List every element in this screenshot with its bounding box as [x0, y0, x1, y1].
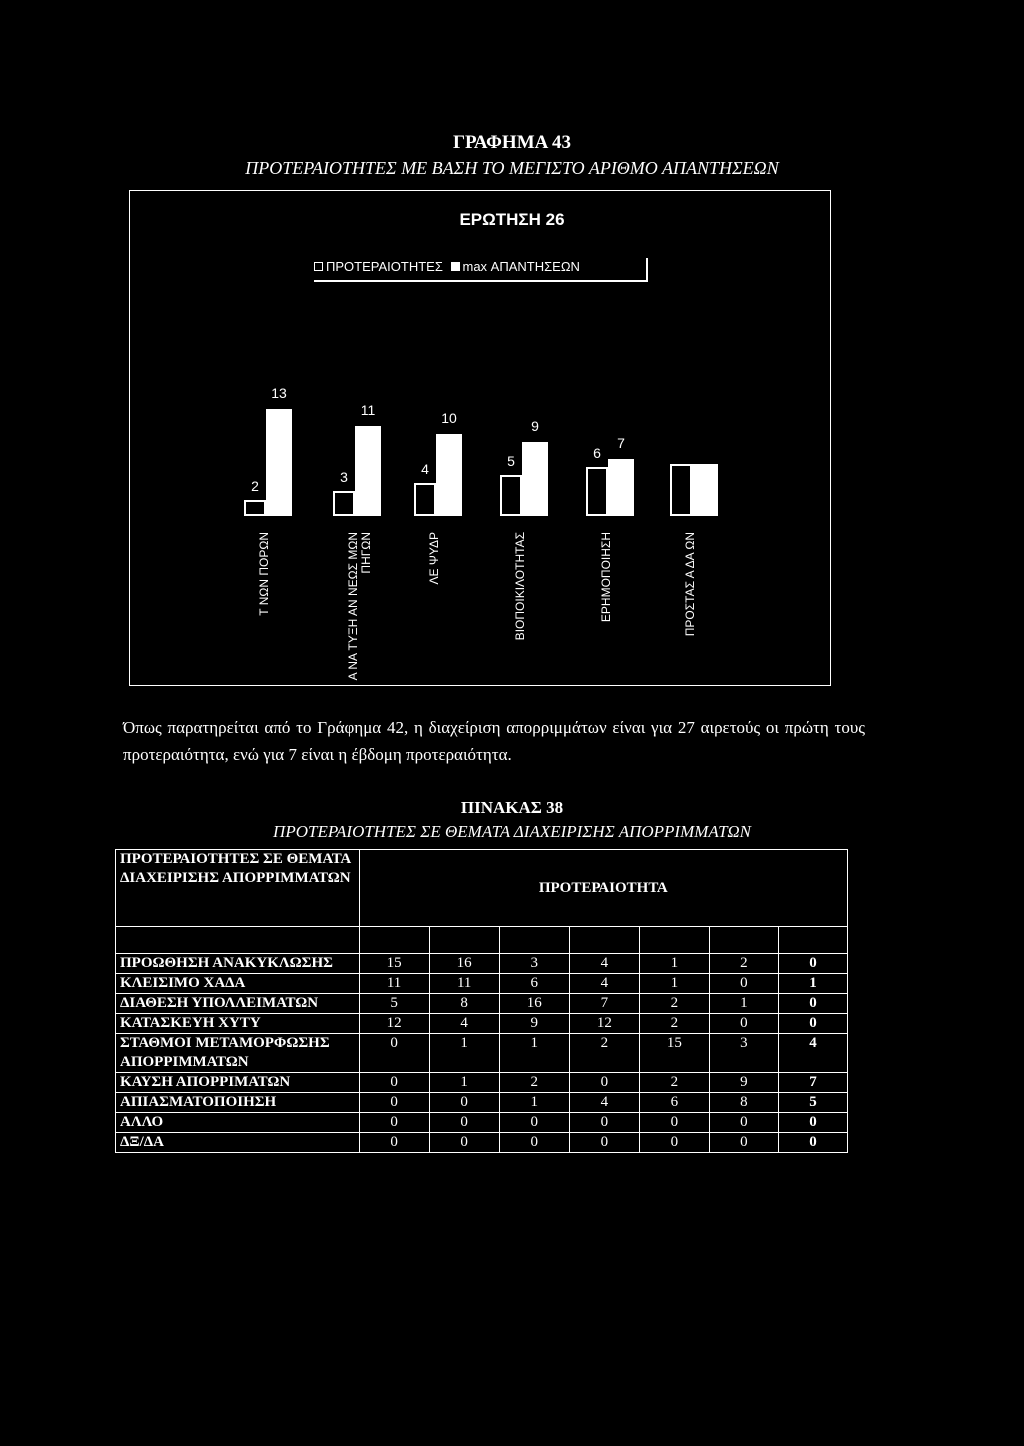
table-row — [116, 954, 848, 974]
row-value: 4 — [778, 1034, 847, 1073]
table-subheader-cell — [778, 927, 847, 954]
row-label: ΑΛΛΟ — [116, 1113, 360, 1133]
value-label-priority: 2 — [251, 477, 259, 494]
row-value: 1 — [499, 1093, 569, 1113]
table-subheader-cell — [709, 927, 778, 954]
table-subheader-row — [116, 927, 848, 954]
row-value: 6 — [639, 1093, 709, 1113]
category-label-text: ΕΡΗΜΟΠΟΙΗΣΗ — [599, 532, 613, 623]
row-value: 2 — [499, 1073, 569, 1093]
table-row — [116, 1014, 848, 1034]
row-value: 15 — [639, 1034, 709, 1073]
row-value: 0 — [778, 1014, 847, 1034]
row-value: 5 — [778, 1093, 847, 1113]
row-value: 0 — [499, 1113, 569, 1133]
category-label-text: Α ΝΑ ΤΥΞΗ ΑΝ ΝΕΩΣ ΜΩΝ ΠΗΓΩΝ — [346, 532, 373, 681]
value-label-priority: 5 — [507, 453, 515, 469]
legend-swatch-open — [314, 262, 323, 271]
table-row — [116, 974, 848, 994]
row-value: 2 — [639, 1073, 709, 1093]
row-value: 6 — [499, 974, 569, 994]
row-value: 0 — [709, 974, 778, 994]
row-value: 1 — [639, 974, 709, 994]
table-subheader-cell — [569, 927, 639, 954]
row-value: 1 — [429, 1073, 499, 1093]
row-value: 8 — [709, 1093, 778, 1113]
table-header-right: ΠΡΟΤΕΡΑΙΟΤΗΤΑ — [359, 850, 847, 927]
table-row — [116, 1093, 848, 1113]
row-value: 0 — [778, 1113, 847, 1133]
row-value: 1 — [778, 974, 847, 994]
table-row — [116, 994, 848, 1014]
table-row — [116, 1113, 848, 1133]
value-label-max: 11 — [360, 401, 376, 418]
row-value: 0 — [359, 1034, 429, 1073]
bar-priority — [414, 483, 436, 516]
row-value: 4 — [429, 1014, 499, 1034]
row-label: ΚΑΤΑΣΚΕΥΗ ΧΥΤΥ — [116, 1014, 360, 1034]
figure-subtitle: ΠΡΟΤΕΡΑΙΟΤΗΤΕΣ ΜΕ ΒΑΣΗ ΤΟ ΜΕΓΙΣΤΟ ΑΡΙΘΜΟ ΑΠΑΝΤΗΣΕΩΝ — [245, 158, 779, 178]
value-label-max: 7 — [617, 434, 625, 451]
bar-priority — [670, 464, 692, 516]
figure-title: ΓΡΑΦΗΜΑ 43 — [452, 132, 572, 153]
row-value: 0 — [429, 1133, 499, 1153]
row-value: 16 — [499, 994, 569, 1014]
row-value: 12 — [569, 1014, 639, 1034]
table-subheader-cell — [116, 927, 360, 954]
value-label-priority: 3 — [340, 469, 348, 486]
row-value: 0 — [359, 1073, 429, 1093]
row-value: 0 — [429, 1113, 499, 1133]
table-header-left: ΠΡΟΤΕΡΑΙΟΤΗΤΕΣ ΣΕ ΘΕΜΑΤΑ ΔΙΑΧΕΙΡΙΣΗΣ ΑΠΟΡΡΙΜΜΑΤΩΝ — [116, 850, 360, 927]
table-row — [116, 1034, 848, 1073]
row-value: 2 — [639, 1014, 709, 1034]
legend-label-max: max ΑΠΑΝΤΗΣΕΩΝ — [462, 259, 580, 275]
value-label-priority: 4 — [421, 461, 429, 478]
row-value: 7 — [778, 1073, 847, 1093]
row-value: 0 — [709, 1133, 778, 1153]
chart-title: ΕΡΩΤΗΣΗ 26 — [459, 210, 565, 229]
row-value: 1 — [429, 1034, 499, 1073]
row-value: 0 — [429, 1093, 499, 1113]
row-value: 12 — [359, 1014, 429, 1034]
priorities-table — [115, 849, 848, 1153]
row-value: 0 — [778, 954, 847, 974]
row-value: 0 — [778, 1133, 847, 1153]
row-value: 3 — [499, 954, 569, 974]
table-subheader-cell — [359, 927, 429, 954]
category-label-text: Τ ΝΩΝ ΠΟΡΩΝ — [257, 532, 271, 616]
row-value: 0 — [359, 1133, 429, 1153]
row-label: ΔΞ/ΔΑ — [116, 1133, 360, 1153]
bar-priority — [333, 491, 355, 516]
bar-priority — [244, 500, 266, 516]
row-value: 0 — [359, 1113, 429, 1133]
row-label: ΠΡΟΩΘΗΣΗ ΑΝΑΚΥΚΛΩΣΗΣ — [116, 954, 360, 974]
row-value: 2 — [709, 954, 778, 974]
row-value: 4 — [569, 974, 639, 994]
table-row — [116, 1073, 848, 1093]
row-value: 0 — [499, 1133, 569, 1153]
row-value: 4 — [569, 954, 639, 974]
row-value: 0 — [569, 1073, 639, 1093]
row-value: 1 — [709, 994, 778, 1014]
row-label: ΚΛΕΙΣΙΜΟ ΧΑΔΑ — [116, 974, 360, 994]
value-label-max: 9 — [531, 418, 539, 435]
table-subheader-cell — [429, 927, 499, 954]
row-value: 4 — [569, 1093, 639, 1113]
value-label-max: 13 — [271, 385, 287, 402]
value-label-max: 10 — [441, 410, 457, 426]
row-value: 11 — [429, 974, 499, 994]
row-value: 2 — [639, 994, 709, 1014]
category-label-text: ΒΙΟΠΟΙΚΙΛΟΤΗΤΑΣ — [513, 532, 527, 641]
body-paragraph: Όπως παρατηρείται από το Γράφημα 42, η διαχείριση απορριμμάτων είναι για 27 αιρετούς οι πρώτη τους προτεραιότητα, ενώ για 7 είναι η έβδομη προτεραιότητα. — [123, 718, 865, 764]
row-label: ΑΠΙΑΣΜΑΤΟΠΟΙΗΣΗ — [116, 1093, 360, 1113]
row-value: 5 — [359, 994, 429, 1014]
row-value: 15 — [359, 954, 429, 974]
bar-priority — [500, 475, 522, 516]
category-label-text: ΠΡΟΣΤΑΣ Α ΔΑ ΩΝ — [683, 532, 697, 637]
bar-max-answers — [266, 409, 292, 516]
table-row — [116, 1133, 848, 1153]
legend-swatch-filled — [451, 262, 460, 271]
row-value: 0 — [359, 1093, 429, 1113]
row-value: 8 — [429, 994, 499, 1014]
row-value: 11 — [359, 974, 429, 994]
row-label: ΣΤΑΘΜΟΙ ΜΕΤΑΜΟΡΦΩΣΗΣ ΑΠΟΡΡΙΜΜΑΤΩΝ — [116, 1034, 360, 1073]
row-value: 9 — [709, 1073, 778, 1093]
bar-priority — [586, 467, 608, 516]
row-value: 16 — [429, 954, 499, 974]
row-value: 0 — [639, 1113, 709, 1133]
row-value: 1 — [499, 1034, 569, 1073]
row-value: 3 — [709, 1034, 778, 1073]
table-title: ΠΙΝΑΚΑΣ 38 — [460, 798, 564, 817]
row-label: ΔΙΑΘΕΣΗ ΥΠΟΛΛΕΙΜΑΤΩΝ — [116, 994, 360, 1014]
table-subheader-cell — [639, 927, 709, 954]
bar-max-answers — [608, 459, 634, 516]
row-value: 0 — [569, 1133, 639, 1153]
category-label-text: ΛΕ ΨΥΔΡ — [427, 532, 441, 585]
legend-label-priorities: ΠΡΟΤΕΡΑΙΟΤΗΤΕΣ — [326, 259, 443, 275]
row-value: 9 — [499, 1014, 569, 1034]
value-label-priority: 6 — [593, 444, 601, 461]
row-value: 0 — [569, 1113, 639, 1133]
row-value: 0 — [639, 1133, 709, 1153]
row-value: 1 — [639, 954, 709, 974]
chart-legend — [314, 258, 648, 282]
table-subheader-cell — [499, 927, 569, 954]
row-value: 0 — [709, 1113, 778, 1133]
bar-max-answers — [692, 464, 718, 516]
table-subtitle: ΠΡΟΤΕΡΑΙΟΤΗΤΕΣ ΣΕ ΘΕΜΑΤΑ ΔΙΑΧΕΙΡΙΣΗΣ ΑΠΟΡΡΙΜΜΑΤΩΝ — [273, 822, 751, 841]
table-header-row — [116, 850, 848, 927]
row-value: 0 — [778, 994, 847, 1014]
row-label: ΚΑΥΣΗ ΑΠΟΡΡΙΜΑΤΩΝ — [116, 1073, 360, 1093]
row-value: 2 — [569, 1034, 639, 1073]
row-value: 7 — [569, 994, 639, 1014]
row-value: 0 — [709, 1014, 778, 1034]
